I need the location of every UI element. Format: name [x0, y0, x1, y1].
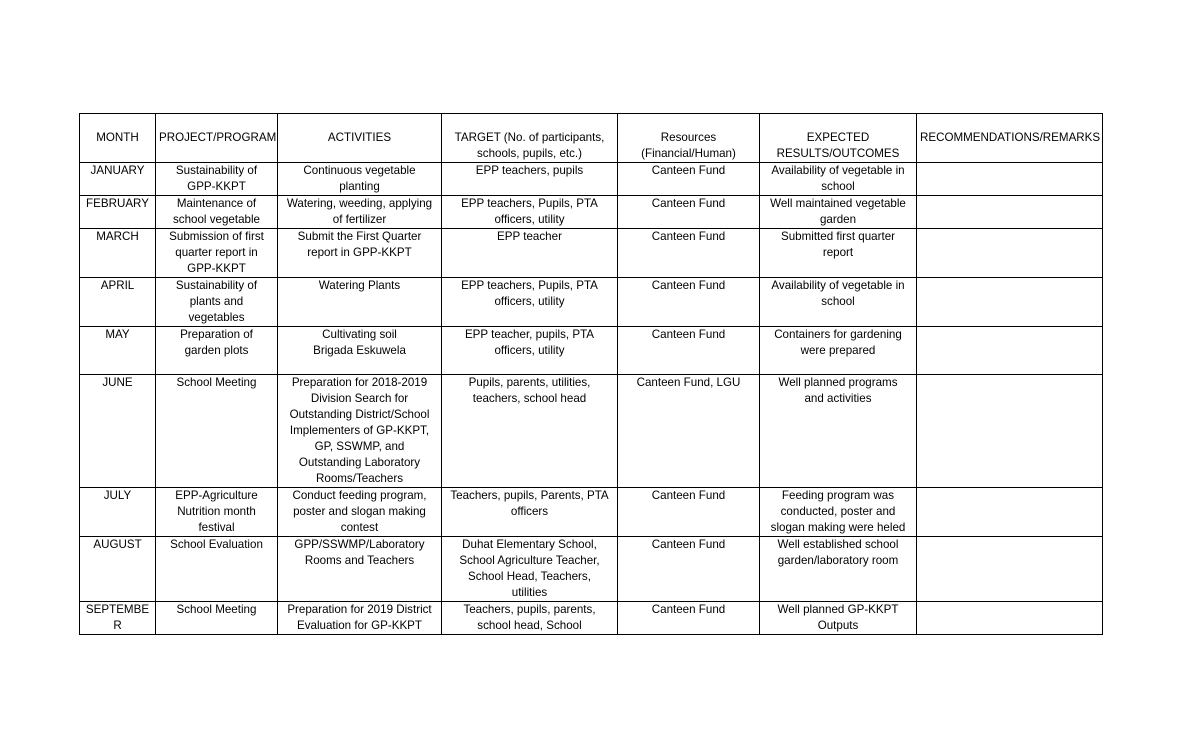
cell-project: School Meeting	[156, 375, 278, 488]
cell-remarks	[917, 375, 1103, 488]
cell-expected: Availability of vegetable in school	[760, 163, 917, 196]
cell-activities: Continuous vegetable planting	[278, 163, 442, 196]
cell-activities: Preparation for 2018-2019 Division Search for Outstanding District/School Implementers of GP-KKPT, GP, SSWMP, and Outstanding Laboratory Rooms/Teachers	[278, 375, 442, 488]
cell-expected: Availability of vegetable in school	[760, 278, 917, 327]
header-expected-results: EXPECTED RESULTS/OUTCOMES	[760, 114, 917, 163]
cell-activities: Conduct feeding program, poster and slogan making contest	[278, 488, 442, 537]
cell-activities: Submit the First Quarter report in GPP-KKPT	[278, 229, 442, 278]
cell-resources: Canteen Fund	[618, 327, 760, 375]
cell-remarks	[917, 537, 1103, 602]
cell-resources: Canteen Fund	[618, 163, 760, 196]
cell-activities: Watering, weeding, applying of fertilizer	[278, 196, 442, 229]
cell-activities: Preparation for 2019 District Evaluation for GP-KKPT	[278, 602, 442, 635]
cell-expected: Feeding program was conducted, poster and slogan making were heled	[760, 488, 917, 537]
table-row	[80, 327, 1103, 375]
cell-project: Preparation of garden plots	[156, 327, 278, 375]
header-month: MONTH	[80, 114, 156, 163]
cell-resources: Canteen Fund	[618, 278, 760, 327]
cell-target: EPP teacher, pupils, PTA officers, utility	[442, 327, 618, 375]
table-row	[80, 488, 1103, 537]
cell-remarks	[917, 602, 1103, 635]
cell-project: Sustainability of GPP-KKPT	[156, 163, 278, 196]
cell-remarks	[917, 488, 1103, 537]
action-plan-table	[79, 113, 1103, 635]
cell-resources: Canteen Fund	[618, 537, 760, 602]
cell-month: APRIL	[80, 278, 156, 327]
cell-expected: Well established school garden/laboratory room	[760, 537, 917, 602]
cell-month: MAY	[80, 327, 156, 375]
cell-project: Sustainability of plants and vegetables	[156, 278, 278, 327]
cell-target: EPP teacher	[442, 229, 618, 278]
cell-project: School Meeting	[156, 602, 278, 635]
cell-month: FEBRUARY	[80, 196, 156, 229]
table-row	[80, 196, 1103, 229]
cell-activities: Watering Plants	[278, 278, 442, 327]
cell-target: EPP teachers, Pupils, PTA officers, utility	[442, 278, 618, 327]
table-row	[80, 602, 1103, 635]
cell-project: EPP-Agriculture Nutrition month festival	[156, 488, 278, 537]
cell-month: SEPTEMBE R	[80, 602, 156, 635]
cell-resources: Canteen Fund, LGU	[618, 375, 760, 488]
cell-resources: Canteen Fund	[618, 602, 760, 635]
cell-project: School Evaluation	[156, 537, 278, 602]
cell-month: JULY	[80, 488, 156, 537]
header-project-program: PROJECT/PROGRAM	[156, 114, 278, 163]
cell-resources: Canteen Fund	[618, 196, 760, 229]
table-row	[80, 229, 1103, 278]
cell-month: AUGUST	[80, 537, 156, 602]
cell-remarks	[917, 278, 1103, 327]
table-row	[80, 163, 1103, 196]
cell-expected: Containers for gardening were prepared	[760, 327, 917, 375]
cell-month: JUNE	[80, 375, 156, 488]
cell-project: Submission of first quarter report in GPP-KKPT	[156, 229, 278, 278]
cell-resources: Canteen Fund	[618, 229, 760, 278]
header-target: TARGET (No. of participants, schools, pupils, etc.)	[442, 114, 618, 163]
cell-target: Pupils, parents, utilities, teachers, school head	[442, 375, 618, 488]
cell-expected: Well maintained vegetable garden	[760, 196, 917, 229]
cell-month: MARCH	[80, 229, 156, 278]
header-resources: Resources (Financial/Human)	[618, 114, 760, 163]
table-row	[80, 278, 1103, 327]
header-recommendations-remarks: RECOMMENDATIONS/REMARKS	[917, 114, 1103, 163]
table-header-row	[80, 114, 1103, 163]
cell-remarks	[917, 327, 1103, 375]
cell-target: Duhat Elementary School, School Agriculture Teacher, School Head, Teachers, utilities	[442, 537, 618, 602]
header-activities: ACTIVITIES	[278, 114, 442, 163]
cell-project: Maintenance of school vegetable	[156, 196, 278, 229]
table-row	[80, 537, 1103, 602]
cell-target: Teachers, pupils, Parents, PTA officers	[442, 488, 618, 537]
cell-expected: Submitted first quarter report	[760, 229, 917, 278]
table-row	[80, 375, 1103, 488]
cell-activities: GPP/SSWMP/Laboratory Rooms and Teachers	[278, 537, 442, 602]
cell-target: Teachers, pupils, parents, school head, School	[442, 602, 618, 635]
cell-expected: Well planned GP-KKPT Outputs	[760, 602, 917, 635]
cell-remarks	[917, 163, 1103, 196]
cell-activities: Cultivating soil Brigada Eskuwela	[278, 327, 442, 375]
cell-target: EPP teachers, Pupils, PTA officers, utility	[442, 196, 618, 229]
cell-remarks	[917, 196, 1103, 229]
cell-remarks	[917, 229, 1103, 278]
cell-resources: Canteen Fund	[618, 488, 760, 537]
cell-target: EPP teachers, pupils	[442, 163, 618, 196]
cell-expected: Well planned programs and activities	[760, 375, 917, 488]
cell-month: JANUARY	[80, 163, 156, 196]
